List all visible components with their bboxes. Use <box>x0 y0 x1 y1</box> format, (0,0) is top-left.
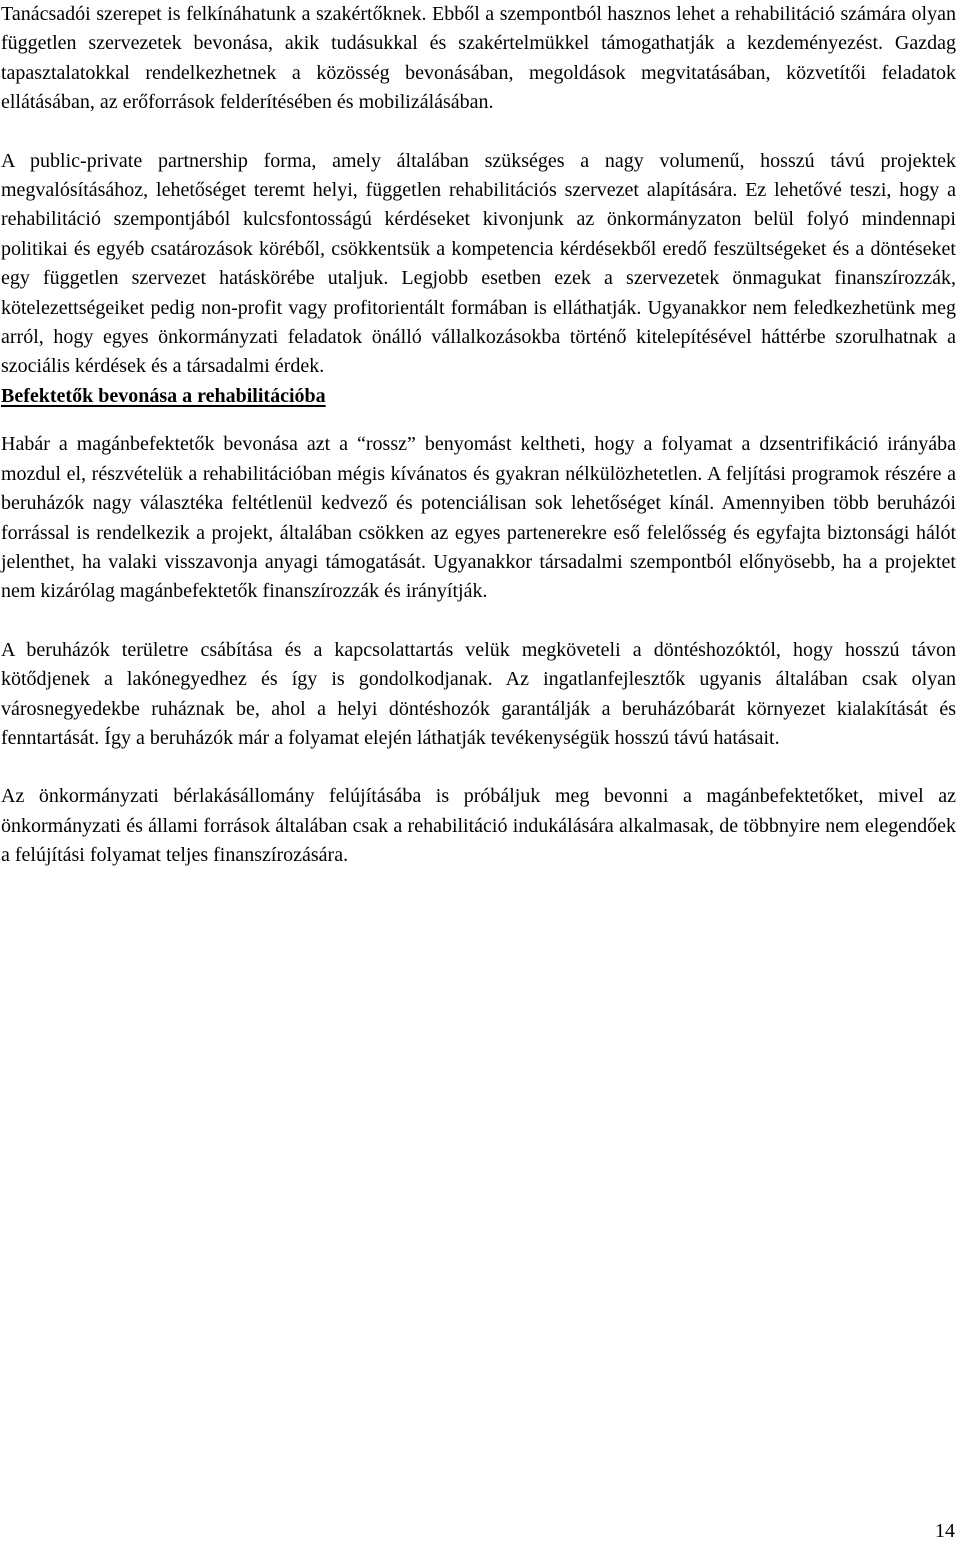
section-heading: Befektetők bevonása a rehabilitációba <box>1 384 326 407</box>
paragraph-municipal-housing: Az önkormányzati bérlakásállomány felújításába is próbáljuk meg bevonni a magánbefektetőket, mivel az önkormányzati és állami források általában csak a rehabilitáció indukálására alkalmasak, de többnyire nem elegendőek a felújítási folyamat teljes finanszírozására. <box>1 785 956 867</box>
paragraph-advisory-role: Tanácsadói szerepet is felkínáhatunk a szakértőknek. Ebből a szempontból hasznos lehet a rehabilitáció számára olyan független szervezetek bevonása, akik tudásukkal és szakértelmükkel támogathatják a kezdeményezést. Gazdag tapasztalatokkal rendelkezhetnek a közösség bevonásában, megoldások megvitatásában, közvetítői feladatok ellátásában, az erőforrások felderítésében és mobilizálásában. <box>1 3 956 114</box>
paragraph-attracting-investors: A beruházók területre csábítása és a kapcsolattartás velük megköveteli a döntéshozóktól, hogy hosszú távon kötődjenek a lakónegyedhez és így is gondolkodjanak. Az ingatlanfejlesztők ugyanis általában csak olyan városnegyedekbe ruháznak be, ahol a helyi döntéshozók garantálják a beruházóbarát környezet kialakítását és fenntartását. Így a beruházók már a folyamat elején láthatják tevékenységük hosszú távú hatásait. <box>1 638 956 749</box>
paragraph-investors-involvement: Habár a magánbefektetők bevonása azt a “rossz” benyomást keltheti, hogy a folyamat a dzsentrifikáció irányába mozdul el, részvételük a rehabilitációban mégis kívánatos és gyakran nélkülözhetetlen. A feljítási programok részére a beruházók nagy választéka feltétlenül kedvező és potenciálisan sok lehetőséget kínál. Amennyiben több beruházói forrással is rendelkezik a projekt, általában csökken az egyes partenerekre eső felelősség és egyfajta biztonsági hálót jelenthet, ha valaki visszavonja anyagi támogatását. Ugyanakkor társadalmi szempontból előnyösebb, ha a projektet nem kizárólag magánbefektetők finanszírozzák és irányítják. <box>1 433 956 603</box>
page-number: 14 <box>935 1520 955 1542</box>
page-content <box>1 0 956 871</box>
paragraph-public-private-partnership: A public-private partnership forma, amely általában szükséges a nagy volumenű, hosszú távú projektek megvalósításához, lehetőséget teremt helyi, független rehabilitációs szervezet alapítására. Ez lehetővé teszi, hogy a rehabilitáció szempontjából kulcsfontosságú kérdéseket kivonjunk az önkormányzaton belül folyó mindennapi politikai és egyéb csatározások köréből, csökkentsük a kompetencia kérdésekből eredő feszültségeket és a döntéseket egy független szervezet hatáskörébe utaljuk. Legjobb esetben ezek a szervezetek önmagukat finanszírozzák, kötelezettségeiket pedig non-profit vagy profitorientált formában is elláthatják. Ugyanakkor nem feledkezhetünk meg arról, hogy egyes önkormányzati feladatok önálló vállalkozásokba történő kitelepítésével háttérbe szorulhatnak a szociális kérdések és a társadalmi érdek. <box>1 149 956 378</box>
